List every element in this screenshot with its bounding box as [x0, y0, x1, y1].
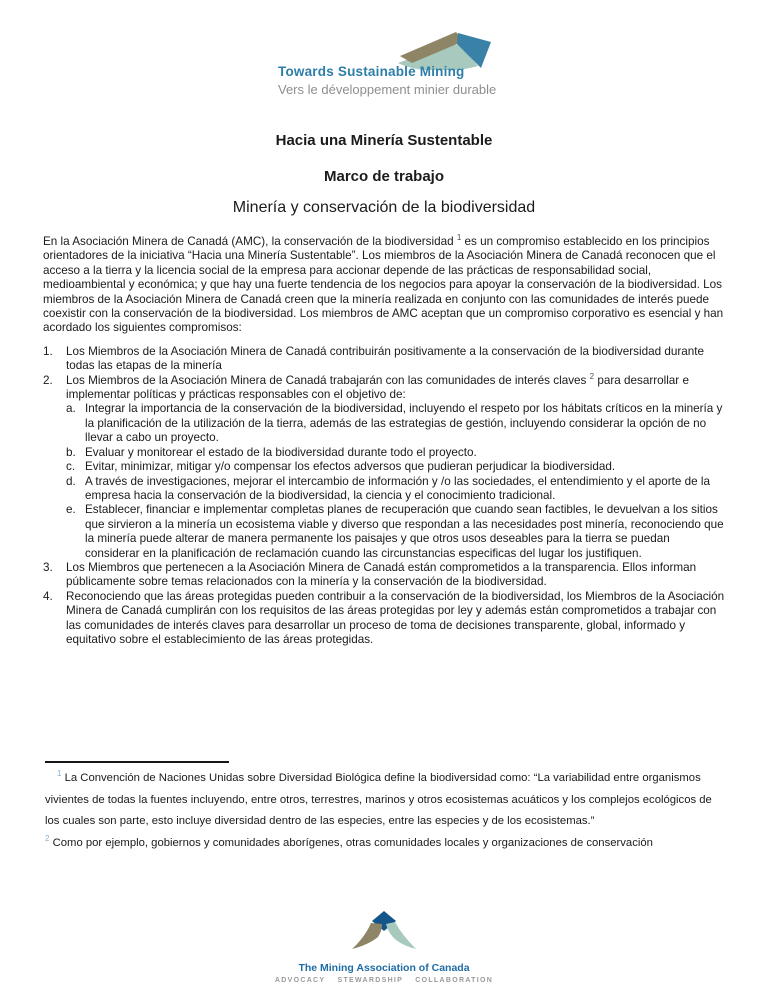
sub-list-item: [66, 402, 727, 445]
document-title: Hacia una Minería Sustentable: [275, 132, 493, 149]
sub-list-item-text: Evaluar y monitorear el estado de la biodiversidad durante todo el proyecto.: [85, 445, 477, 459]
list-item-text: Reconociendo que las áreas protegidas pueden contribuir a la conservación de la biodiversidad, los Miembros de la Asociación Minera de Canadá cumplirán con los requisitos de las áreas protegidas por ley y además están comprometidos a trabajar con las comunidades de interés claves para desarrollar un proceso de toma de decisiones transparente, global, informado y equitativo sobre el establecimiento de las áreas protegidas.: [66, 589, 725, 646]
sub-list-item-marker: e.: [66, 503, 76, 517]
list-item: [43, 371, 727, 561]
document-body: [43, 235, 727, 647]
list-item-text: Los Miembros que pertenecen a la Asociación Minera de Canadá están comprometidos a la transparencia. Ellos informan públicamente sobre temas relacionados con la minería y la conservación de la biodiversidad.: [66, 560, 697, 589]
header-logo: [278, 30, 496, 98]
list-item-marker: 4.: [43, 589, 53, 603]
footnote-1-text: La Convención de Naciones Unidas sobre Diversidad Biológica define la biodiversidad como: “La variabilidad entre organismos vivientes de todas la fuentes incluyendo, entre otros, terrestres, marinos y otros ecosistemas acuáticos y los complejos ecológicos de los cuales son parte, esto incluye diversidad dentro de las especies, entre las especies y de los ecosistemas.”: [45, 772, 712, 827]
intro-text-after-footnote-ref: es un compromiso establecido en los principios orientadores de la iniciativa “Hacia una Minería Sustentable”. Los miembros de la Asociación Minera de Canadá reconocen que el acceso a la tierra y la licencia social de la empresa para accionar depende de las prácticas de responsabilidad social, medioambiental y económica; y que hay una fuerte tendencia de los negocios para apoyar la conservación de la biodiversidad. Los miembros de la Asociación Minera de Canadá creen que la minería realizada en conjunto con las comunidades de interés puede coexistir con la conservación de la biodiversidad. Los miembros de AMC aceptan que un compromiso corporativo es esencial y han acordado los siguientes compromisos:: [43, 235, 724, 335]
sub-list-item-marker: b.: [66, 445, 76, 459]
sub-list-item-text: Evitar, minimizar, mitigar y/o compensar los efectos adversos que pudieran perjudicar la biodiversidad.: [85, 460, 616, 474]
list-item-text-after-footnote-ref: para desarrollar e implementar políticas y prácticas responsables con el objetivo de:: [66, 373, 689, 402]
sub-list-item: [66, 503, 727, 561]
intro-text-before-footnote-ref: En la Asociación Minera de Canadá (AMC), la conservación de la biodiversidad: [43, 235, 457, 248]
sub-list-item-text: A través de investigaciones, mejorar el intercambio de información y /o las sociedades, el entendimiento y el aporte de la empresa hacia la conservación de la biodiversidad, la ciencia y el conocimiento tradicional.: [85, 474, 710, 502]
footnote-divider: [45, 761, 229, 763]
footer-logo-title: The Mining Association of Canada: [298, 962, 470, 974]
footnotes-section: [45, 761, 725, 854]
footer-logo-tagline: ADVOCACY STEWARDSHIP COLLABORATION: [274, 977, 494, 984]
sub-list: [66, 402, 727, 560]
sub-list-item: [66, 460, 727, 474]
list-item-text: [66, 371, 727, 561]
document-subtitle: Marco de trabajo: [323, 168, 445, 185]
list-item: [43, 590, 727, 648]
commitments-list: [43, 345, 727, 648]
sub-list-item-text: Establecer, financiar e implementar completas planes de recuperación que cuando sean factibles, le devuelvan a los sitios que sirvieron a la minería un ecosistema viable y diverso que respondan a las necesidades post minería, reconociendo que la minería puede alterar de manera permanente los paisajes y que otros usos deseables para la tierra se puedan considerar en la planificación de reclamación cuando las circunstancias especificas del lugar los justifiquen.: [85, 503, 724, 560]
footer-logo: [0, 911, 768, 984]
footnote-2: [45, 833, 725, 855]
list-item: [43, 561, 727, 590]
header-logo-subtitle: Vers le développement minier durable: [278, 82, 497, 97]
footnote-1-number: 1: [57, 769, 62, 779]
list-item-text-before-footnote-ref: Los Miembros de la Asociación Minera de Canadá trabajarán con las comunidades de interés claves: [66, 373, 590, 387]
footnote-ref-2: 2: [589, 371, 595, 381]
header-logo-title: Towards Sustainable Mining: [278, 64, 465, 79]
footnote-2-text: Como por ejemplo, gobiernos y comunidades aborígenes, otras comunidades locales y organizaciones de conservación: [49, 836, 653, 849]
intro-paragraph: [43, 235, 727, 336]
footnote-1: [45, 768, 725, 833]
sub-list-item: [66, 475, 727, 504]
mac-mountain-logo-icon: [350, 911, 418, 955]
sub-list-item-marker: a.: [66, 402, 76, 416]
sub-list-item-marker: c.: [66, 460, 76, 474]
footnote-ref-1: 1: [456, 233, 462, 243]
list-item-marker: 1.: [43, 344, 53, 358]
section-title: Minería y conservación de la biodiversidad: [232, 199, 536, 216]
list-item-marker: 3.: [43, 560, 53, 574]
sub-list-item: [66, 446, 727, 460]
list-item-marker: 2.: [43, 373, 53, 387]
sub-list-item-marker: d.: [66, 474, 76, 488]
list-item: [43, 345, 727, 374]
footnote-2-number: 2: [45, 833, 50, 843]
sub-list-item-text: Integrar la importancia de la conservación de la biodiversidad, incluyendo el respeto por los hábitats críticos en la minería y la planificación de la utilización de la tierra, además de las estrategias de gestión, incluyendo considerar la opción de no llevar a cabo un proyecto.: [85, 402, 723, 445]
list-item-text: Los Miembros de la Asociación Minera de Canadá contribuirán positivamente a la conservación de la biodiversidad durante todas las etapas de la minería: [66, 344, 704, 373]
